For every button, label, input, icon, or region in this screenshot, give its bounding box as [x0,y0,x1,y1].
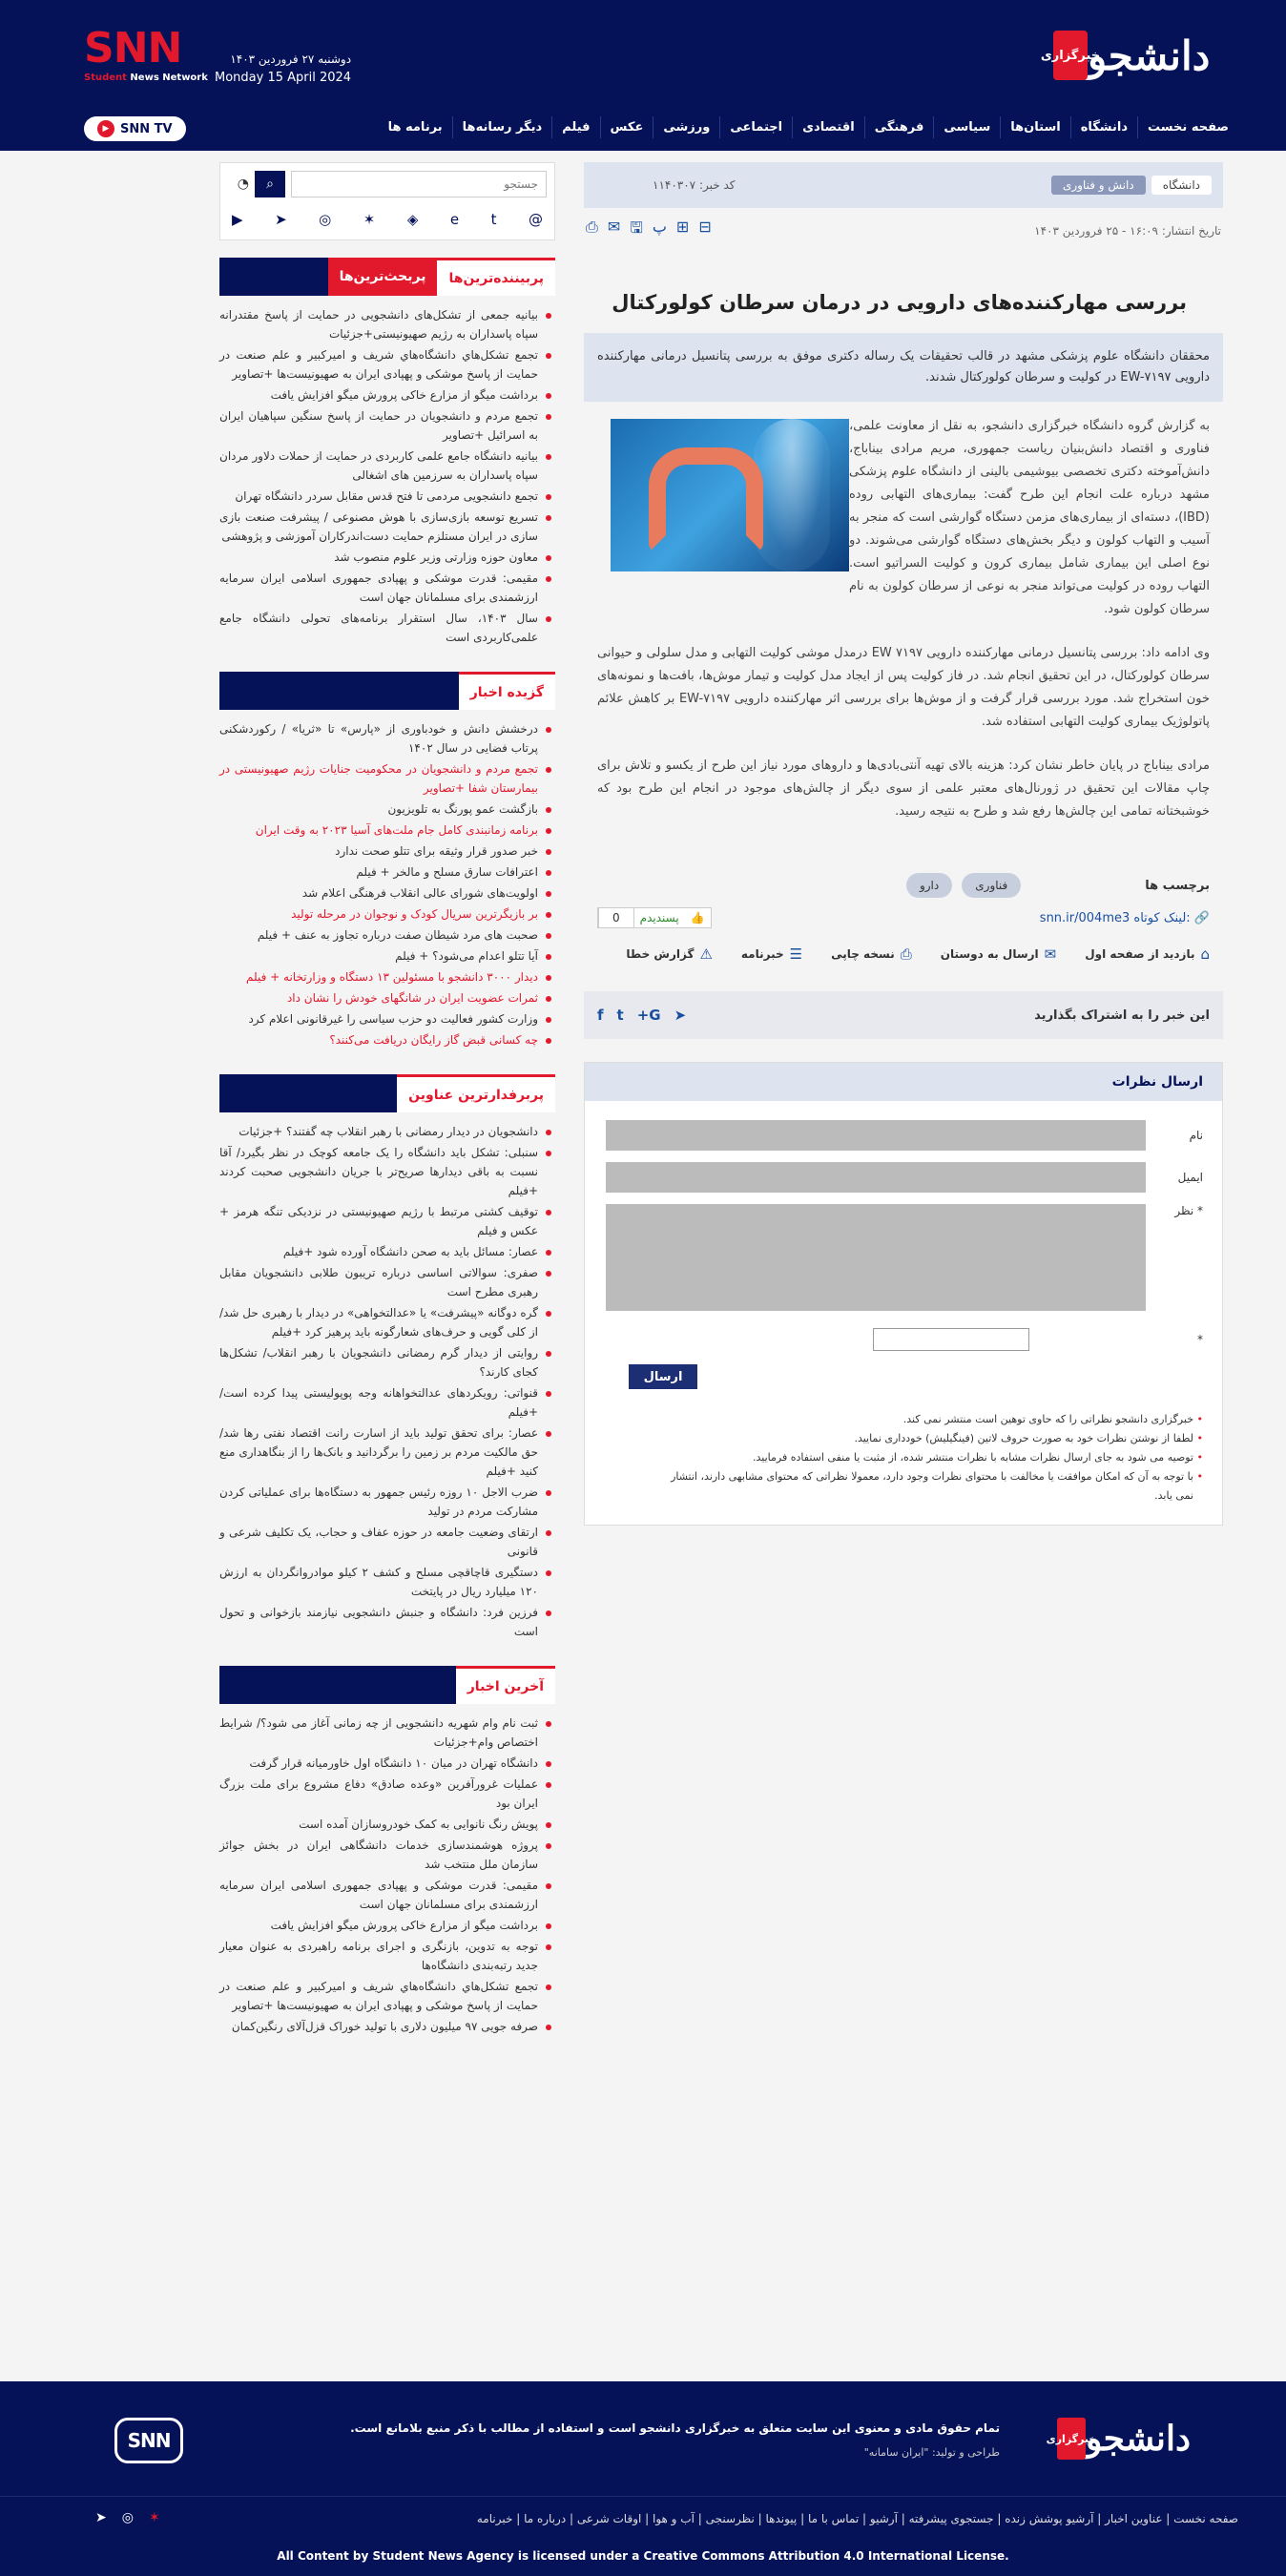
logo-text: دانشجو [1088,31,1211,79]
send-friends-link[interactable] [941,945,1057,963]
article-image [611,419,849,571]
rule-item: • توصیه می شود به جای ارسال نظرات مشابه با نظرات منتشر شده، از مثبت یا منفی استفاده فرمایید. [661,1448,1203,1467]
facebook-icon[interactable]: f [597,1007,604,1024]
rule-item: • خبرگزاری دانشجو نظراتی را که حاوی توهین است منتشر نمی کند. [661,1410,1203,1429]
news-list-item[interactable]: ثمرات عضویت ایران در شانگهای خودش را نشان داد [219,988,551,1008]
news-list-item[interactable]: تجمع مردم و دانشجویان در محکومیت جنایات رژیم صهیونیستی در بیمارستان شفا +تصاویر [219,759,551,798]
site-header [0,0,1286,151]
snn-logo[interactable] [84,24,218,83]
news-list-item[interactable]: عملیات غرورآفرین «وعده صادق» دفاع مشروع برای ملت بزرگ ایران بود [219,1775,551,1813]
news-list-item[interactable]: دانشگاه تهران در میان ۱۰ دانشگاه اول خاورمیانه قرار گرفت [219,1754,551,1773]
action-label: خبرنامه [740,947,784,961]
footer-logo[interactable] [1046,2418,1191,2460]
like-box[interactable] [597,907,712,928]
selected-news-widget [219,672,555,1057]
article-title: بررسی مهارکننده‌های دارویی در درمان سرطان کولورکتال [612,291,1187,314]
tab-most-discussed[interactable]: پربحث‌ترین‌ها [328,258,438,296]
news-list-item[interactable]: بیانیه دانشگاه جامع علمی کاربردی در حمایت از حملات دلاور مردان سپاه پاسداران به سرزمین های اشغالی [219,447,551,485]
footer-logo-badge: خبرگزاری [1057,2418,1086,2460]
print-icon: ⎙ [900,945,912,963]
send-comment-button[interactable]: ارسال [629,1364,697,1389]
footer-links[interactable]: صفحه نخست | عناوین اخبار | آرشیو پوشش زنده | جستجوی پیشرفته | آرشیو | تماس با ما | پیوندها | نظرسنجی | آب و هوا | اوقات شرعی | درباره ما | خبرنامه [476,2512,1238,2525]
play-icon: ▶ [97,120,114,137]
tv-label: SNN TV [120,121,173,136]
news-list-item[interactable]: اعترافات سارق مسلح و مالخر + فیلم [219,862,551,882]
twitter-icon[interactable]: t [490,211,497,228]
article-body [584,402,1223,858]
article-lead: محققان دانشگاه علوم پزشکی مشهد در قالب تحقیقات یک رساله دکتری موفق به بررسی پتانسیل درمانی مهارکننده دارویی EW-۷۱۹۷ در کولیت و سرطان کولورکتال شدند. [584,333,1223,402]
nav-item[interactable]: برنامه ها [387,120,443,135]
email-icon[interactable]: ✉ [607,218,621,236]
snn-logo-text: SNN [84,24,182,73]
news-list-item[interactable]: توقیف کشتی مرتبط با رژیم صهیونیستی در نزدیکی تنگه هرمز + عکس و فیلم [219,1202,551,1240]
news-list-item[interactable]: صرفه جویی ۹۷ میلیون دلاری با تولید خوراک قزل‌آلای رنگین‌کمان [219,2017,551,2036]
footer-snn-logo[interactable]: SNN [114,2418,183,2463]
comment-label: * نظر [1174,1204,1203,1217]
news-list-item[interactable]: تجمع مردم و دانشجویان در حمایت از پاسخ سنگین سپاهیان ایران به اسرائیل +تصاویر [219,406,551,445]
captcha-label: * [1197,1333,1203,1346]
license-text: All Content by Student News Agency is licensed under a Creative Commons Attribution 4.0 International License. [277,2549,1009,2563]
widget-title: آخرین اخبار [456,1666,555,1704]
news-list-item[interactable]: تجمع تشکل‌هاي دانشگاه‌هاي شریف و امیرکبیر و علم صنعت در حمایت از پاسخ موشکی و پهپادی ایران به صهیونیست‌ها +تصاویر [219,1977,551,2015]
popular-titles-widget [219,1074,555,1649]
main-nav [379,116,1238,138]
news-list-item[interactable]: ثبت نام وام شهریه دانشجویی از چه زمانی آغاز می شود؟/ شرایط اختصاص وام+جزئیات [219,1714,551,1752]
article-paragraph: وی ادامه داد: بررسی پتانسیل درمانی مهارکننده دارویی EW ۷۱۹۷ درمدل موشی کولیت التهابی و مدل سلولی و حیوانی سرطان کولورکتال، در این تحقیق انجام شد. در فاز کولیت پس از ایجاد مدل کولیت و تیمار موش‌ها، بافت‌ها و نمونه‌های خون استخراج شد. مورد بررسی قرار گرفت و از موش‌ها برای بررسی اثر مهارکننده دارویی EW-۷۱۹۷ بر کاهش علائم پاتولوژیک بیماری کولیت التهابی استفاده شد. [597,646,1211,729]
news-list-item[interactable]: خبر صدور قرار وثیقه برای تتلو صحت ندارد [219,841,551,861]
comment-form [584,1062,1223,1526]
nav-item[interactable]: سیاسی [933,116,1000,138]
news-list-item[interactable]: دانشجویان در دیدار رمضانی با رهبر انقلاب چه گفتند؟ +جزئیات [219,1122,551,1141]
captcha-input[interactable] [873,1328,1029,1351]
news-list-item[interactable]: سال ۱۴۰۳، سال استقرار برنامه‌های تحولی دانشگاه جامع علمی‌کاربردی است [219,609,551,647]
news-list-item[interactable]: مقیمی: قدرت موشکی و پهپادی جمهوری اسلامی ایران سرمایه ارزشمندی برای مسلمانان جهان است [219,1876,551,1914]
tag[interactable]: فناوری [962,873,1021,898]
news-list-item[interactable]: پویش رنگ نانوایی به کمک خودروسازان آمده است [219,1815,551,1834]
nav-item[interactable]: اجتماعی [719,116,792,138]
rule-item: • با توجه به آن که امکان موافقت یا مخالفت با محتوای نظرات وجود دارد، معمولا نظراتی که محتوای مشابهی دارند، انتشار نمی یابد. [661,1467,1203,1506]
widget-title: پربرفدارترین عناوین [397,1074,555,1112]
news-list-item[interactable]: چه کسانی قبض گاز رایگان دریافت می‌کنند؟ [219,1030,551,1049]
news-list-item[interactable]: درخشش دانش و خودباوری از «پارس» تا «ثریا» / رکوردشکنی پرتاب فضایی در سال ۱۴۰۲ [219,719,551,758]
telegram-icon[interactable]: ➤ [674,1007,687,1024]
search-box [219,162,555,240]
action-label: بازدید از صفحه اول [1085,947,1195,961]
search-button[interactable]: ⌕ [255,171,285,197]
publish-date: تاریخ انتشار: ۱۶:۰۹ - ۲۵ فروردین ۱۴۰۳ [1034,223,1221,238]
send-icon: ✉ [1044,945,1057,963]
bale-icon[interactable]: ◈ [406,211,419,228]
news-list-item[interactable]: وزارت کشور فعالیت دو حزب سیاسی را غیرقانونی اعلام کرد [219,1009,551,1028]
share-label: این خبر را به اشتراک بگذارید [1034,1008,1210,1023]
news-list-item[interactable]: برداشت میگو از مزارع خاکی پرورش میگو افزایش یافت [219,385,551,405]
news-list-item[interactable]: بیانیه جمعی از تشکل‌های دانشجویی در حمایت از پاسخ مقتدرانه سپاه پاسداران به رژیم صهیونیستی+جزئیات [219,305,551,343]
newsletter-link[interactable] [741,945,802,963]
news-list-item[interactable]: صفری: سوالاتی اساسی درباره تریبون طلابی دانشجویان مقابل رهبری مطرح است [219,1263,551,1301]
twitter-icon[interactable]: t [616,1007,624,1024]
threads-icon[interactable]: @ [529,211,543,228]
news-list-item[interactable]: مقیمی: قدرت موشکی و پهپادی جمهوری اسلامی ایران سرمایه ارزشمندی برای مسلمانان جهان است [219,569,551,607]
home-visit-link[interactable] [1085,945,1210,963]
instagram-icon[interactable]: ◎ [319,211,332,228]
comment-rules [585,1389,1222,1525]
news-list-item[interactable]: برداشت میگو از مزارع خاکی پرورش میگو افزایش یافت [219,1916,551,1935]
search-input[interactable]: جستجو [291,171,547,197]
tag[interactable]: دارو [906,873,952,898]
date-en: Monday 15 April 2024 [215,71,352,85]
report-error-link[interactable] [626,945,713,963]
nav-item[interactable]: فرهنگی [864,116,934,138]
tags-label: برچسب ها [1145,878,1210,893]
nav-item[interactable]: عکس [600,116,653,138]
news-list-item[interactable]: اولویت‌های شورای عالی انقلاب فرهنگی اعلام شد [219,883,551,903]
thumbs-up-icon[interactable]: 👍 [690,911,705,924]
news-list-item[interactable]: آیا تتلو اعدام می‌شود؟ + فیلم [219,946,551,966]
nav-item[interactable]: صفحه نخست [1137,116,1238,138]
snn-sub: News Network [126,73,208,83]
name-label: نام [1189,1129,1203,1142]
news-list-item[interactable]: پروژه هوشمندسازی خدمات دانشگاهی ایران در بخش جوائز سازمان ملل منتخب شد [219,1836,551,1874]
rule-item: • لطفا از نوشتن نظرات خود به صورت حروف لاتین (فینگیلیش) خودداری نمایید. [661,1429,1203,1448]
snn-tv-button[interactable] [84,116,186,141]
action-label: نسخه چاپی [831,947,895,961]
site-logo[interactable] [1040,27,1248,84]
email-label: ایمیل [1177,1171,1203,1184]
news-list-item[interactable]: سنبلی: تشکل باید دانشگاه را یک جامعه کوچک در نظر بگیرد/ آقا نسبت به باقی دیدارها صریح‌تر با جریان دانشجویی صحبت کردند +فیلم [219,1143,551,1200]
news-list-item[interactable]: بازگشت عمو پورنگ به تلویزیون [219,800,551,819]
tags [584,858,1223,904]
telegram-icon[interactable]: ➤ [95,2510,107,2525]
article-actions [584,932,1223,976]
nav-item[interactable]: استان‌ها [1000,116,1069,138]
news-list-item[interactable]: دستگیری قاچاقچی مسلح و کشف ۲ کیلو موادروانگردان به ارزش ۱۲۰ میلیارد ریال در پایتخت [219,1563,551,1601]
most-viewed-widget [219,258,555,654]
nav-item[interactable]: ورزشی [653,116,719,138]
news-list-item[interactable]: عصار: برای تحقق تولید باید از اسارت رانت اقتصاد نفتی رها شد/ حق مالکیت مردم بر زمین را برگردانید و بانک‌ها را از بنگاهداری منع کنید +فیلم [219,1423,551,1481]
date-fa: دوشنبه ۲۷ فروردین ۱۴۰۳ [230,52,352,66]
short-link[interactable]: snn.ir/004me3 لینک کوتاه: 🔗 [1039,910,1210,925]
news-list-item[interactable]: روایتی از دیدار گرم رمضانی دانشجویان با رهبر انقلاب/ تشکل‌ها کجای کارند؟ [219,1343,551,1381]
tab-most-viewed[interactable]: پربیننده‌ترین‌ها [437,258,555,296]
footer-logo-text: دانشجو [1085,2419,1191,2459]
news-list-item[interactable]: گره دوگانه «پیشرفت» یا «عدالتخواهی» در دیدار با رهبری حل شد/ از کلی گویی و حرف‌های شعارگونه باید پرهیز کرد +فیلم [219,1303,551,1341]
like-count: 0 [598,908,634,927]
sidebar [219,162,555,2044]
nav-item[interactable]: اقتصادی [792,116,864,138]
news-list-item[interactable]: برنامه زمانبندی کامل جام ملت‌های آسیا ۲۰۲۳ به وقت ایران [219,821,551,840]
logo-badge: خبرگزاری [1053,31,1088,80]
youtube-icon[interactable]: ▶ [232,211,243,228]
short-link-label: لینک کوتاه: [1133,910,1191,925]
article-paragraph: به گزارش گروه دانشگاه خبرگزاری دانشجو، به نقل از معاونت علمی، فناوری و اقتصاد دانش‌بنیان ریاست جمهوری، مریم مرادی بیناباج، دانش‌آموخته دکتری تخصصی بیوشیمی بالینی از دانشگاه علوم پزشکی مشهد درباره علت انجام این طرح گفت: بیماری‌های التهابی روده (IBD)، دسته‌ای از بیماری‌های مزمن دستگاه گوارشی است که منجر به آسیب و التهاب کولون و دیگر بخش‌های دستگاه گوارشی می‌شوند. دو نوع اصلی این بیماری شامل بیماری کرون و کولیت السراتیو است. التهاب روده در کولیت می‌تواند منجر به نوعی از سرطان کولون به نام سرطان کولون شود. [849,419,1210,616]
article-tools [586,218,712,243]
eitaa-icon[interactable]: e [449,211,460,228]
news-list-item[interactable]: توجه به تدوین، بازنگری و اجرای برنامه راهبردی به عنوان معیار جدید رتبه‌بندی دانشگاه‌ها [219,1937,551,1975]
breadcrumb-item[interactable]: دانش و فناوری [1051,176,1146,195]
like-label: پسندیدم [639,911,679,924]
social-icons [228,197,547,232]
short-link-value: snn.ir/004me3 [1039,910,1130,925]
widget-title: گزیده اخبار [459,672,555,710]
article-paragraph: مرادی بیناباج در پایان خاطر نشان کرد: هزینه بالای تهیه آنتی‌بادی‌ها و داروهای مورد نیاز این طرح از یکسو و تلاش برای چاپ مقالات این تحقیق در ژورنال‌های معتبر علمی از سوی دیگر از چالش‌های موجود در انجام این طرح بود که خوشبختانه تمامی این چالش‌ها رفع شد و طرح به نتیجه رسید. [597,758,1210,819]
action-label: ارسال به دوستان [940,947,1039,961]
news-list-item[interactable]: معاون حوزه وزارتی وزیر علوم منصوب شد [219,548,551,567]
email-input[interactable] [606,1162,1146,1193]
comment-title: ارسال نظرات [585,1063,1222,1101]
breadcrumb-item[interactable]: دانشگاه [1151,176,1212,195]
action-label: گزارش خطا [626,947,695,961]
zoom-in-icon[interactable]: ⊞ [675,218,690,236]
news-list-item[interactable]: عصار: مسائل باید به صحن دانشگاه آورده شود +فیلم [219,1242,551,1261]
news-list-item[interactable]: ضرب الاجل ۱۰ روزه رئیس جمهور به دستگاه‌ها برای عملیاتی کردن مشارکت مردم در تولید [219,1483,551,1521]
google-plus-icon[interactable]: G+ [636,1007,661,1024]
name-input[interactable] [606,1120,1146,1151]
news-list-item[interactable]: تسریع توسعه بازی‌سازی با هوش مصنوعی / پیشرفت صنعت بازی سازی در ایران مستلزم حمایت دست‌اندرکاران آموزشی و پژوهشی [219,508,551,546]
home-icon: ⌂ [1200,945,1210,963]
nav-item[interactable]: دانشگاه [1070,116,1137,138]
instagram-icon[interactable]: ◎ [121,2510,134,2525]
rubika-icon[interactable]: ✶ [363,211,376,228]
warning-icon: ⚠ [699,945,713,963]
news-list-item[interactable]: ارتقای وضعیت جامعه در حوزه عفاف و حجاب، یک تکلیف شرعی و قانونی [219,1523,551,1561]
snn-sub-prefix: Student [84,73,127,83]
nav-item[interactable]: دیگر رسانه‌ها [452,116,552,138]
print-link[interactable] [831,945,912,963]
newsletter-icon: ☰ [789,945,803,963]
article-column [584,162,1223,1526]
news-list-item[interactable]: تجمع دانشجویی مردمی تا فتح قدس مقابل سردر دانشگاه تهران [219,487,551,506]
news-list-item[interactable]: قنواتی: رویکردهای عدالتخواهانه وجه پوپولیستی پیدا کرده است/ +فیلم [219,1383,551,1422]
site-footer [0,2381,1286,2576]
comment-textarea[interactable] [606,1204,1146,1311]
rubika-icon[interactable]: ✶ [148,2510,160,2525]
nav-item[interactable]: فیلم [551,116,599,138]
latest-news-widget [219,1666,555,2044]
rss-icon[interactable]: ◔ [237,177,249,192]
telegram-icon[interactable]: ➤ [275,211,287,228]
zoom-out-icon[interactable]: ⊟ [698,218,712,236]
news-code: کد خبر: ۱۱۴۰۳۰۷ [653,178,736,192]
breadcrumb [584,162,1223,208]
header-dates [215,50,351,88]
font-icon[interactable]: پ [652,218,667,236]
footer-icons [95,2510,160,2525]
share-icons [597,1007,686,1024]
news-list-item[interactable]: فرزین فرد: دانشگاه و جنبش دانشجویی نیازمند بازخوانی و تحول است [219,1603,551,1641]
news-list-item[interactable]: بر بازیگرترین سریال کودک و نوجوان در مرحله تولید [219,904,551,924]
print-icon[interactable]: ⎙ [586,218,598,236]
news-list-item[interactable]: صحبت های مرد شیطان صفت درباره تجاوز به عنف + فیلم [219,925,551,945]
copyright: تمام حقوق مادی و معنوی این سایت متعلق به خبرگزاری دانشجو است و استفاده از مطالب با ذکر منبع بلامانع است. [350,2421,1000,2435]
share-bar [584,991,1223,1039]
news-list-item[interactable]: تجمع تشکل‌هاي دانشگاه‌هاي شریف و امیرکبیر و علم صنعت در حمایت از پاسخ موشکی و پهپادی ایران به صهیونیست‌ها +تصاویر [219,345,551,384]
news-list-item[interactable]: دیدار ۳۰۰۰ دانشجو با مسئولین ۱۳ دستگاه و وزارتخانه + فیلم [219,967,551,987]
save-icon[interactable]: 🖫 [630,218,643,237]
design-credit: طراحی و تولید: "ایران سامانه" [863,2446,1000,2459]
